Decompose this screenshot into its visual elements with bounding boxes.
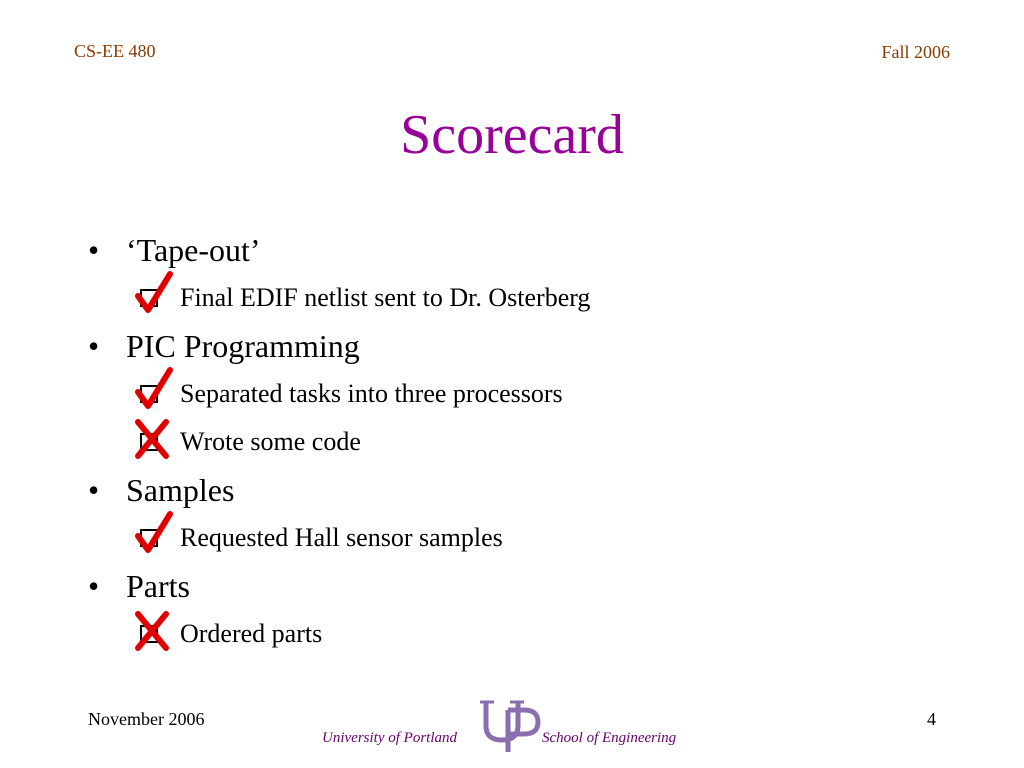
- subitem-label: Ordered parts: [180, 619, 323, 648]
- footer-date: November 2006: [88, 709, 205, 729]
- check-mark-icon: [132, 366, 174, 414]
- subitem-wrote-some-code: [88, 418, 948, 466]
- check-mark-icon: [132, 270, 174, 318]
- subitem-label: Requested Hall sensor samples: [180, 523, 503, 552]
- university-name: University of Portland: [322, 730, 457, 746]
- list-item-tape-out: [88, 226, 948, 274]
- list-item-label: ‘Tape-out’: [126, 232, 261, 268]
- subitem-separated-tasks: [88, 370, 948, 418]
- list-item-label: Samples: [126, 472, 235, 508]
- scorecard-list: [88, 226, 948, 658]
- up-monogram-icon: [478, 696, 544, 754]
- subitem-label: Separated tasks into three processors: [180, 379, 563, 408]
- list-item-label: Parts: [126, 568, 190, 604]
- list-item-pic-programming: [88, 322, 948, 370]
- bullet-icon: •: [88, 568, 100, 604]
- subitem-ordered-parts: [88, 610, 948, 658]
- list-item-samples: [88, 466, 948, 514]
- cross-mark-icon: [132, 414, 174, 462]
- bullet-icon: •: [88, 232, 100, 268]
- list-item-parts: [88, 562, 948, 610]
- bullet-icon: •: [88, 328, 100, 364]
- cross-mark-icon: [132, 606, 174, 654]
- list-item-label: PIC Programming: [126, 328, 360, 364]
- subitem-hall-sensor-samples: [88, 514, 948, 562]
- subitem-final-edif-netlist: [88, 274, 948, 322]
- term-label: Fall 2006: [881, 42, 950, 62]
- school-name: School of Engineering: [542, 730, 677, 746]
- subitem-label: Wrote some code: [180, 427, 361, 456]
- page-number: 4: [927, 709, 936, 729]
- check-mark-icon: [132, 510, 174, 558]
- slide-title: Scorecard: [400, 104, 624, 166]
- course-label: CS-EE 480: [74, 41, 156, 61]
- bullet-icon: •: [88, 472, 100, 508]
- subitem-label: Final EDIF netlist sent to Dr. Osterberg: [180, 283, 591, 312]
